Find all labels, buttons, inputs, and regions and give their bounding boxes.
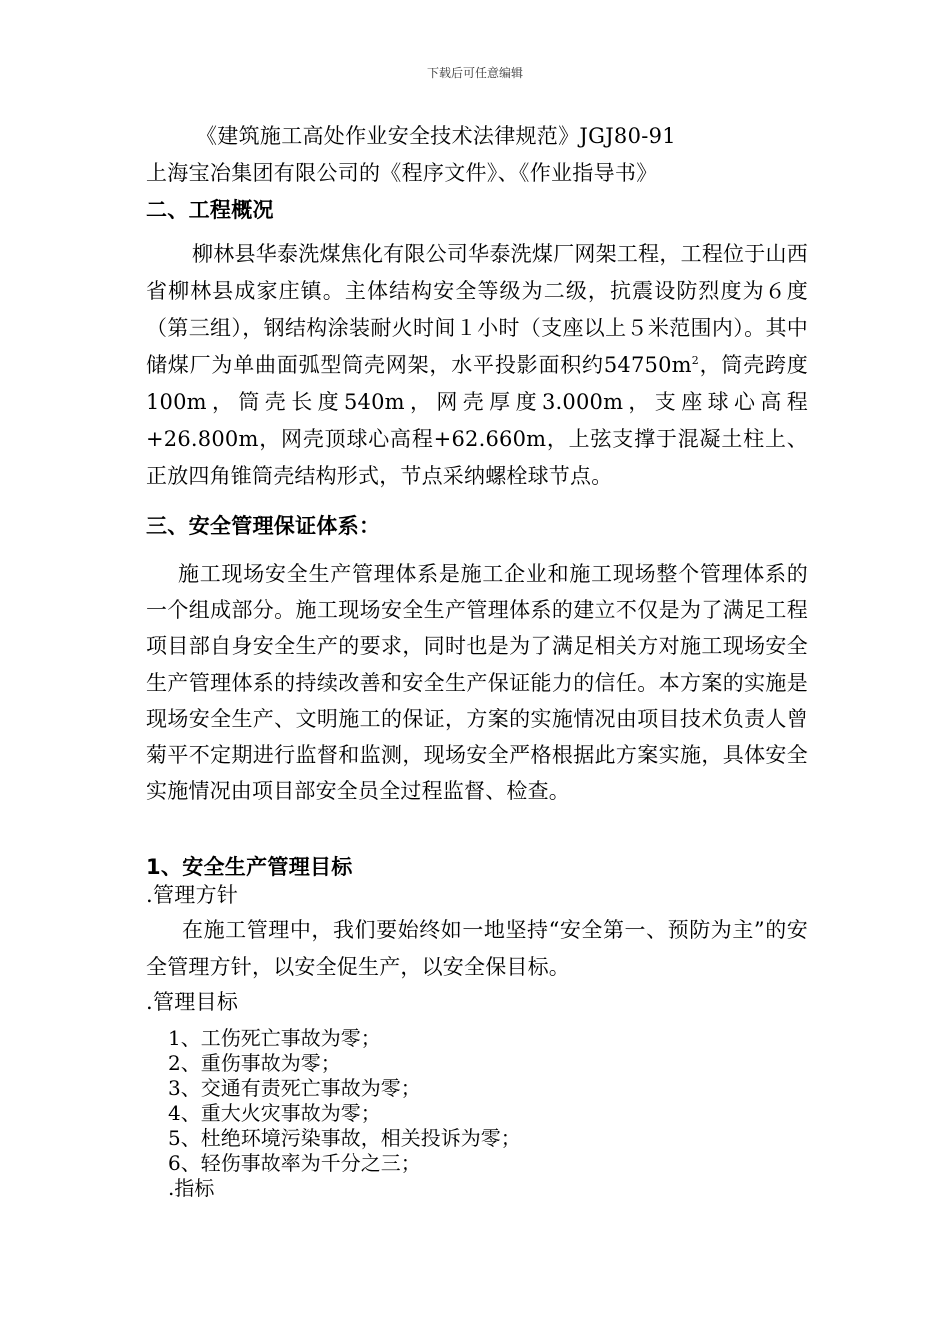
- goal-item: 1、工伤死亡事故为零；: [168, 1026, 381, 1050]
- section-3-title: 三、安全管理保证体系：: [146, 514, 381, 538]
- reference-company-docs: 上海宝冶集团有限公司的《程序文件》、《作业指导书》: [146, 161, 658, 185]
- reference-standard: 《建筑施工高处作业安全技术法律规范》JGJ80-91: [196, 124, 676, 148]
- overview-text-main: 柳林县华泰洗煤焦化有限公司华泰洗煤厂网架工程，工程位于山西省柳林县成家庄镇。主体结构安全等级为二级，抗震设防烈度为６度（第三组），钢结构涂装耐火时间１小时（支座以上５米范围内）。其中储煤厂为单曲面弧型筒壳网架，水平投影面积约54750m: [146, 242, 808, 377]
- goal-item: 3、交通有责死亡事故为零；: [168, 1076, 421, 1100]
- area-unit-superscript: 2: [691, 354, 699, 367]
- safety-system-paragraph: 施工现场安全生产管理体系是施工企业和施工现场整个管理体系的一个组成部分。施工现场安全生产管理体系的建立不仅是为了满足工程项目部自身安全生产的要求，同时也是为了满足相关方对施工现场安全生产管理体系的持续改善和安全生产保证能力的信任。本方案的实施是现场安全生产、文明施工的保证，方案的实施情况由项目技术负责人曾菊平不定期进行监督和监测，现场安全严格根据此方案实施，具体安全实施情况由项目部安全员全过程监督、检查。: [146, 562, 808, 804]
- subsection-1-title: 1、安全生产管理目标: [146, 855, 353, 879]
- policy-paragraph: 在施工管理中，我们要始终如一地坚持“安全第一、预防为主”的安全管理方针，以安全促生产，以安全保目标。: [146, 918, 808, 979]
- overview-text-rest: ，筒壳跨度100m，筒壳长度540m，网壳厚度3.000m，支座球心高程+26.800m，网壳顶球心高程+62.660m，上弦支撑于混凝土柱上、正放四角锥筒壳结构形式，节点采纳螺栓球节点。: [146, 353, 808, 488]
- goal-item: 4、重大火灾事故为零；: [168, 1101, 381, 1125]
- section-2-title: 二、工程概况: [146, 198, 274, 222]
- indicators-label: .指标: [168, 1176, 215, 1200]
- page-header-note: 下载后可任意编辑: [426, 66, 523, 80]
- project-overview-paragraph: [146, 236, 808, 495]
- goal-item: 5、杜绝环境污染事故，相关投诉为零；: [168, 1126, 521, 1150]
- goal-item: 6、轻伤事故率为千分之三；: [168, 1151, 421, 1175]
- policy-label: .管理方针: [146, 883, 239, 907]
- goal-item: 2、重伤事故为零；: [168, 1051, 341, 1075]
- goals-label: .管理目标: [146, 990, 239, 1014]
